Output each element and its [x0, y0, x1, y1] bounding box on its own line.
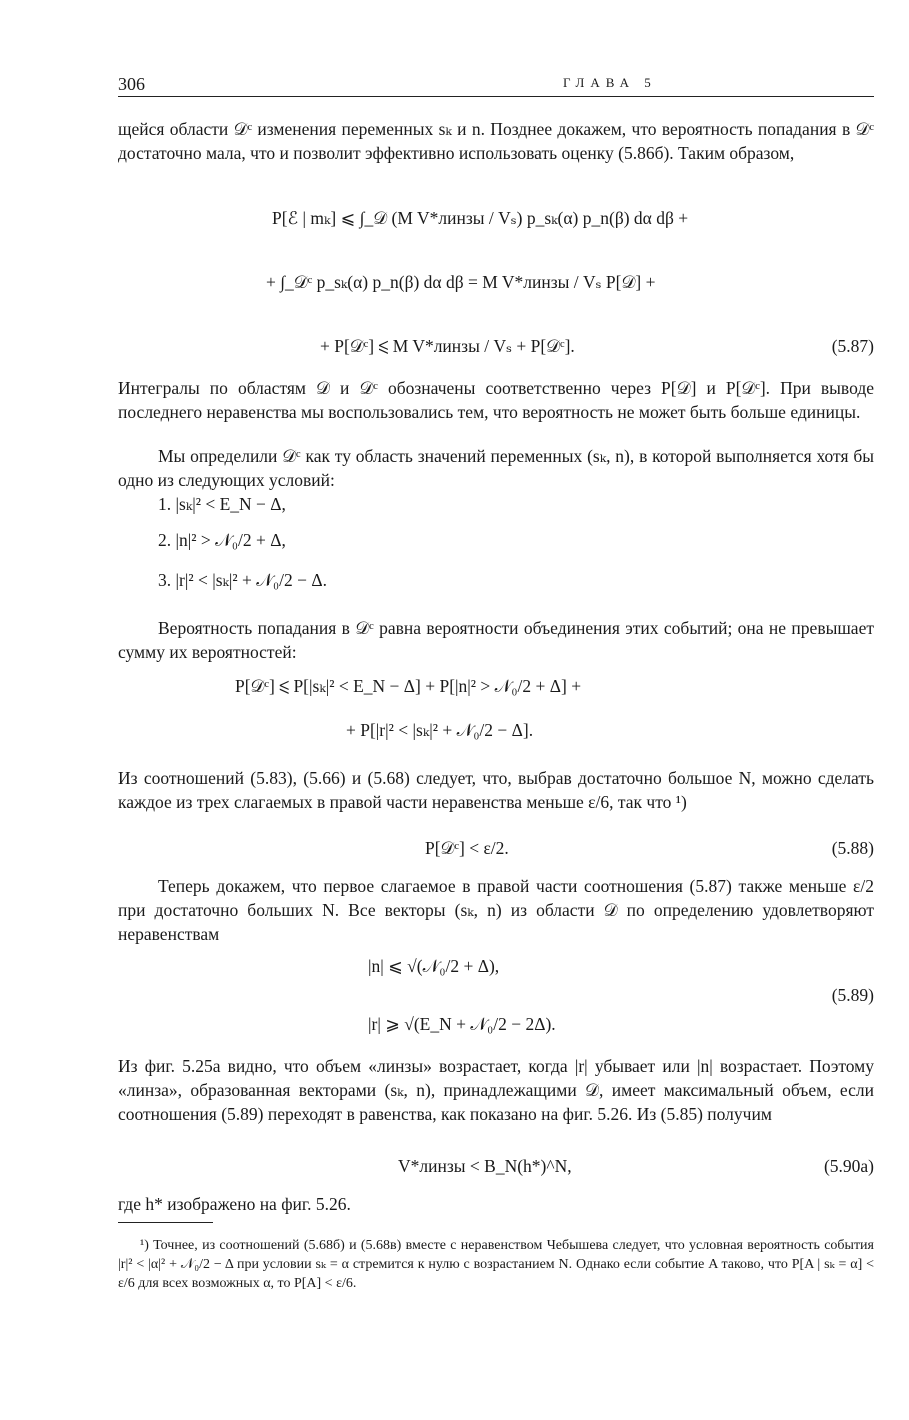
condition-2: 2. |n|² > 𝒩₀/2 + Δ, — [158, 530, 286, 550]
page-number: 306 — [118, 74, 145, 94]
chapter-title: ГЛАВА 5 — [563, 75, 657, 90]
inequality-line-1: P[𝒟ᶜ] ⩽ P[|sₖ|² < E_N − Δ] + P[|n|² > 𝒩₀/2 + Δ] + — [235, 676, 582, 696]
condition-1: 1. |sₖ|² < E_N − Δ, — [158, 494, 286, 514]
equation-5-88: P[𝒟ᶜ] < ε/2. — [425, 838, 509, 858]
running-header — [118, 74, 874, 97]
paragraph-1: щейся области 𝒟ᶜ изменения переменных sₖ и n. Позднее докажем, что вероятность попадания в 𝒟ᶜ достаточно мала, что и позволит эффективно использовать оценку (5.86б). Таким образом, — [118, 119, 874, 163]
equation-number-5-88: (5.88) — [831, 838, 874, 858]
paragraph-8: где h* изображено на фиг. 5.26. — [118, 1194, 351, 1214]
paragraph-4: Вероятность попадания в 𝒟ᶜ равна вероятности объединения этих событий; она не превышает сумму их вероятностей: — [118, 618, 874, 662]
equation-5-87-line-3: + P[𝒟ᶜ] ⩽ M V*линзы / Vₛ + P[𝒟ᶜ]. — [320, 336, 575, 356]
footnote-rule — [118, 1222, 213, 1223]
equation-number-5-87: (5.87) — [831, 336, 874, 356]
equation-number-5-89: (5.89) — [831, 985, 874, 1005]
equation-5-90a: V*линзы < B_N(h*)^N, — [398, 1156, 572, 1176]
paragraph-2: Интегралы по областям 𝒟 и 𝒟ᶜ обозначены соответственно через P[𝒟] и P[𝒟ᶜ]. При выводе последнего неравенства мы воспользовались тем, что вероятность не может быть больше единицы. — [118, 378, 874, 422]
equation-5-87-line-1: P[ℰ | mₖ] ⩽ ∫_𝒟 (M V*линзы / Vₛ) p_sₖ(α) p_n(β) dα dβ + — [272, 208, 689, 228]
paragraph-6: Теперь докажем, что первое слагаемое в правой части соотношения (5.87) также меньше ε/2 при достаточно больших N. Все векторы (sₖ, n) из области 𝒟 по определению удовлетворяют неравенствам — [118, 876, 874, 944]
equation-5-89-line-2: |r| ⩾ √(E_N + 𝒩₀/2 − 2Δ). — [368, 1014, 556, 1034]
paragraph-3: Мы определили 𝒟ᶜ как ту область значений переменных (sₖ, n), в которой выполняется хотя бы одно из следующих условий: — [118, 446, 874, 490]
equation-number-5-90a: (5.90а) — [823, 1156, 874, 1176]
equation-5-89-line-1: |n| ⩽ √(𝒩₀/2 + Δ), — [368, 956, 500, 976]
equation-5-87-line-2: + ∫_𝒟ᶜ p_sₖ(α) p_n(β) dα dβ = M V*линзы / Vₛ P[𝒟] + — [266, 272, 656, 292]
footnote: ¹) Точнее, из соотношений (5.68б) и (5.68в) вместе с неравенством Чебышева следует, что условная вероятность события |r|² < |α|² + 𝒩₀/2 − Δ при условии sₖ = α стремится к нулю с возрастанием N. Однако если событие A таково, что P[A | sₖ = α] < ε/6 для всех возможных α, то P[A] < ε/6. — [118, 1238, 874, 1291]
paragraph-7: Из фиг. 5.25а видно, что объем «линзы» возрастает, когда |r| убывает или |n| возрастает. Поэтому «линза», образованная векторами (sₖ, n), принадлежащими 𝒟, имеет максимальный объем, если соотношения (5.89) переходят в равенства, как показано на фиг. 5.26. Из (5.85) получим — [118, 1056, 874, 1124]
inequality-line-2: + P[|r|² < |sₖ|² + 𝒩₀/2 − Δ]. — [346, 720, 534, 740]
paragraph-5: Из соотношений (5.83), (5.66) и (5.68) следует, что, выбрав достаточно большое N, можно сделать каждое из трех слагаемых в правой части неравенства меньше ε/6, так что ¹) — [118, 768, 874, 812]
condition-3: 3. |r|² < |sₖ|² + 𝒩₀/2 − Δ. — [158, 570, 327, 590]
